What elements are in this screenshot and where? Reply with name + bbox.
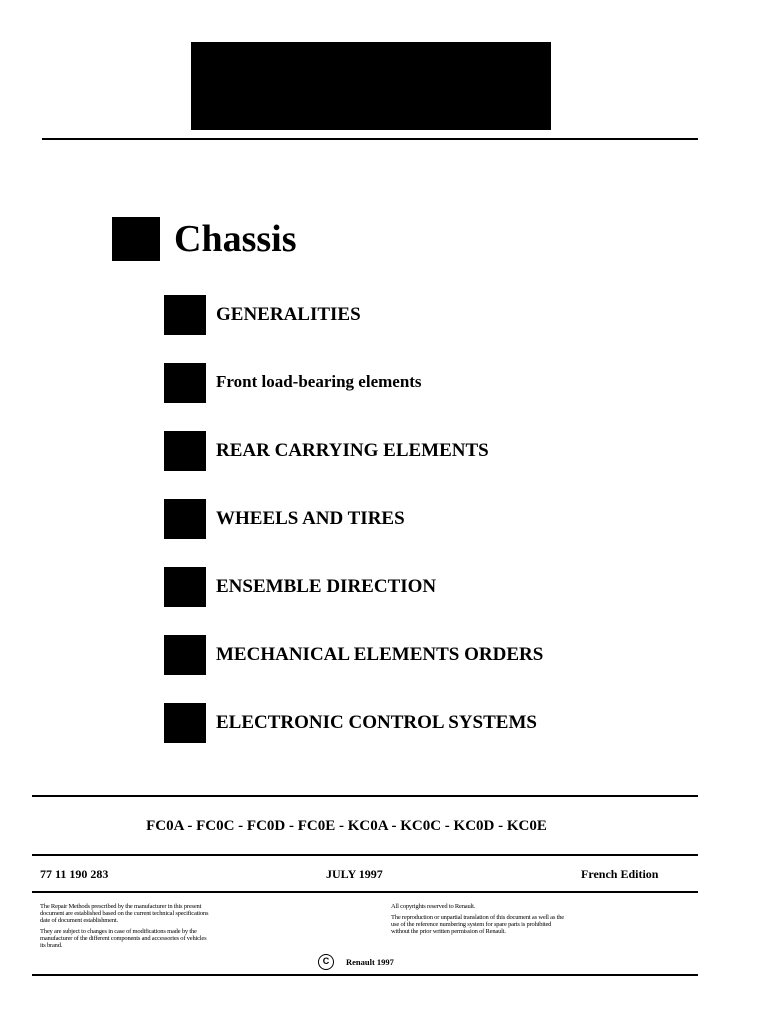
section-generalities[interactable]: GENERALITIES	[216, 304, 361, 325]
edition-label: French Edition	[581, 867, 659, 881]
copyright-icon: C	[318, 954, 334, 970]
section-marker-rear	[164, 431, 206, 471]
page-title: Chassis	[174, 218, 297, 260]
section-marker-front	[164, 363, 206, 403]
model-codes: FC0A - FC0C - FC0D - FC0E - KC0A - KC0C - KC0D - KC0E	[146, 818, 547, 834]
footer-rule-lower	[32, 891, 698, 893]
section-marker-mechanical	[164, 635, 206, 675]
section-mechanical-orders[interactable]: MECHANICAL ELEMENTS ORDERS	[216, 644, 544, 665]
title-marker	[112, 217, 160, 261]
left-note-2: They are subject to changes in case of modifications made by the manufacturer of the different components and accessories of vehicles its brand.	[40, 928, 207, 949]
footer-rule-bottom	[32, 974, 698, 976]
footer-rule-mid	[32, 854, 698, 856]
section-marker-generalities	[164, 295, 206, 335]
right-legal-note	[391, 903, 571, 939]
left-legal-note	[40, 903, 212, 953]
footer-rule-top	[32, 795, 698, 797]
section-marker-direction	[164, 567, 206, 607]
header-block	[191, 42, 551, 130]
section-front-load-bearing[interactable]: Front load-bearing elements	[216, 372, 422, 391]
reference-number: 77 11 190 283	[40, 867, 109, 881]
right-note-1: All copyrights reserved to Renault.	[391, 903, 476, 910]
left-note-1: The Repair Methods prescribed by the manufacturer in this present document are established based on the current technical specifications date of document establishment.	[40, 903, 209, 924]
section-marker-electronic	[164, 703, 206, 743]
copyright-text: Renault 1997	[346, 957, 394, 967]
header-rule	[42, 138, 698, 140]
right-note-2: The reproduction or unpartial translation of this document as well as the use of the reference numbering system for spare parts is prohibited without the prior written permission of Renault.	[391, 914, 564, 935]
section-rear-carrying[interactable]: REAR CARRYING ELEMENTS	[216, 440, 489, 461]
section-marker-wheels	[164, 499, 206, 539]
section-electronic-control[interactable]: ELECTRONIC CONTROL SYSTEMS	[216, 712, 537, 733]
publication-date: JULY 1997	[326, 867, 383, 881]
section-wheels-tires[interactable]: WHEELS AND TIRES	[216, 508, 405, 529]
section-ensemble-direction[interactable]: ENSEMBLE DIRECTION	[216, 576, 437, 597]
